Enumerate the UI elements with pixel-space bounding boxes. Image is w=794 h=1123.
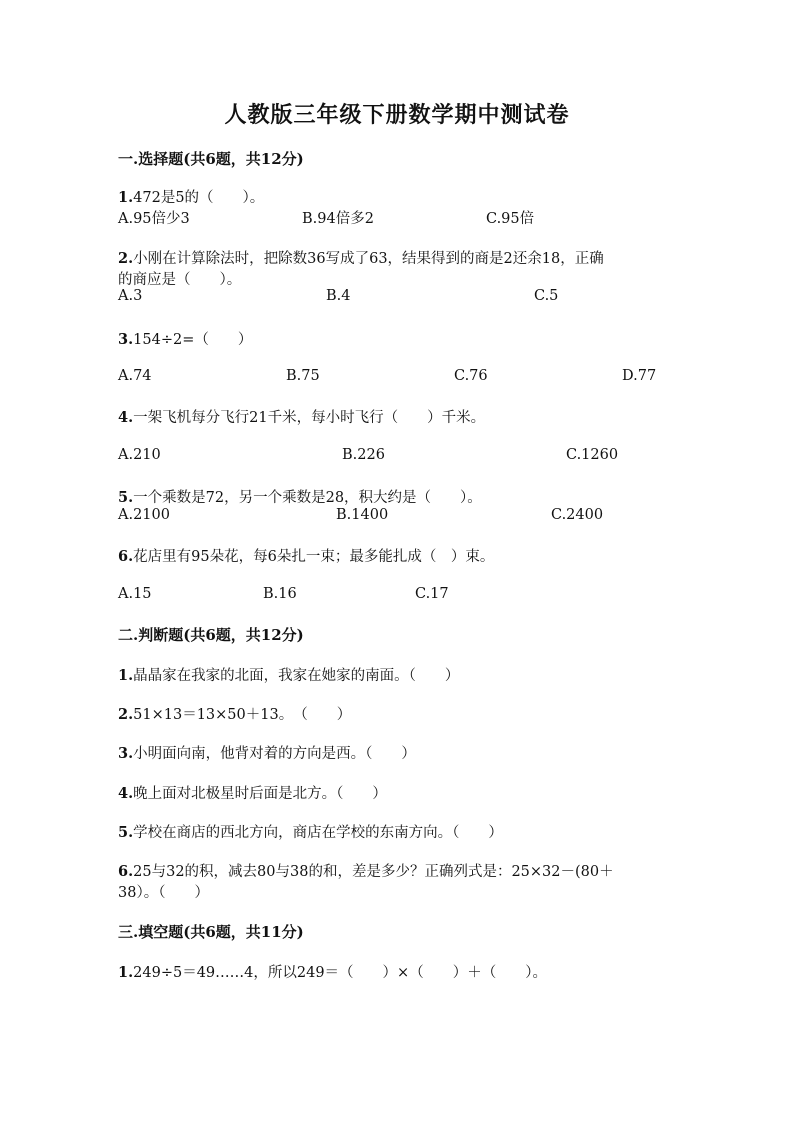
option-c: C.17	[415, 586, 449, 602]
question-text: 学校在商店的西北方向，商店在学校的东南方向。（ ）	[133, 825, 503, 841]
option-b: B.4	[326, 288, 351, 304]
options-6	[118, 586, 678, 606]
options-5	[118, 507, 678, 527]
question-text: 51×13＝13×50＋13。 （ ）	[133, 707, 352, 723]
question-2-continued: 的商应是（ ）。	[118, 272, 242, 288]
option-d: D.77	[622, 368, 657, 384]
question-text: 249÷5＝49……4，所以249＝（ ）×（ ）＋（ ）。	[133, 965, 547, 981]
question-number: 5.	[118, 824, 134, 841]
question-number: 6.	[118, 863, 134, 880]
option-b: B.94倍多2	[302, 211, 374, 227]
option-b: B.226	[342, 447, 385, 463]
options-1	[118, 207, 678, 227]
question-1	[118, 186, 264, 207]
question-4	[118, 406, 485, 427]
option-a: A.210	[118, 447, 161, 463]
question-number: 3.	[118, 331, 134, 348]
question-number: 2.	[118, 250, 134, 267]
options-2	[118, 288, 678, 308]
question-5	[118, 486, 482, 507]
fill-1	[118, 961, 547, 982]
question-text: 晚上面对北极星时后面是北方。（ ）	[133, 786, 387, 802]
question-number: 6.	[118, 548, 134, 565]
section-heading-judge: 二.判断题(共6题，共12分)	[118, 626, 304, 644]
question-number: 1.	[118, 667, 134, 684]
option-a: A.3	[118, 288, 143, 304]
question-text: 一个乘数是72，另一个乘数是28，积大约是（ ）。	[133, 490, 482, 506]
question-number: 4.	[118, 785, 134, 802]
question-text: 小刚在计算除法时，把除数36写成了63，结果得到的商是2还余18，正确	[133, 251, 604, 267]
option-a: A.95倍少3	[118, 211, 190, 227]
question-text: 小明面向南，他背对着的方向是西。（ ）	[133, 746, 416, 762]
question-number: 3.	[118, 745, 134, 762]
option-c: C.1260	[566, 447, 619, 463]
question-text: 472是5的（ ）。	[133, 190, 265, 206]
judge-5	[118, 821, 503, 842]
question-text: 晶晶家在我家的北面，我家在她家的南面。（ ）	[133, 668, 460, 684]
option-a: A.2100	[118, 507, 170, 523]
judge-2	[118, 703, 351, 724]
option-a: A.15	[118, 586, 152, 602]
question-text: 25与32的积，减去80与38的和，差是多少？正确列式是：25×32－(80＋	[133, 864, 614, 880]
options-3	[118, 368, 678, 388]
question-text: 花店里有95朵花，每6朵扎一束；最多能扎成（ ）束。	[133, 549, 495, 565]
question-text: 一架飞机每分飞行21千米，每小时飞行（ ）千米。	[133, 410, 486, 426]
option-b: B.1400	[336, 507, 389, 523]
judge-3	[118, 742, 416, 763]
option-c: C.76	[454, 368, 488, 384]
section-heading-choice: 一.选择题(共6题，共12分)	[118, 150, 304, 168]
question-3	[118, 328, 252, 349]
question-number: 1.	[118, 964, 134, 981]
question-number: 1.	[118, 189, 134, 206]
section-heading-fill: 三.填空题(共6题，共11分)	[118, 923, 304, 941]
judge-6	[118, 860, 614, 881]
option-a: A.74	[118, 368, 152, 384]
option-c: C.5	[534, 288, 559, 304]
question-2	[118, 247, 604, 268]
question-6	[118, 545, 494, 566]
option-b: B.75	[286, 368, 320, 384]
question-number: 2.	[118, 706, 134, 723]
judge-6-continued: 38）。（ ）	[118, 885, 209, 901]
judge-4	[118, 782, 387, 803]
question-number: 5.	[118, 489, 134, 506]
option-b: B.16	[263, 586, 297, 602]
page-title: 人教版三年级下册数学期中测试卷	[224, 102, 570, 128]
option-c: C.95倍	[486, 211, 535, 227]
question-number: 4.	[118, 409, 134, 426]
question-text: 154÷2=（ ）	[133, 332, 253, 348]
option-c: C.2400	[551, 507, 604, 523]
judge-1	[118, 664, 459, 685]
options-4	[118, 447, 678, 467]
